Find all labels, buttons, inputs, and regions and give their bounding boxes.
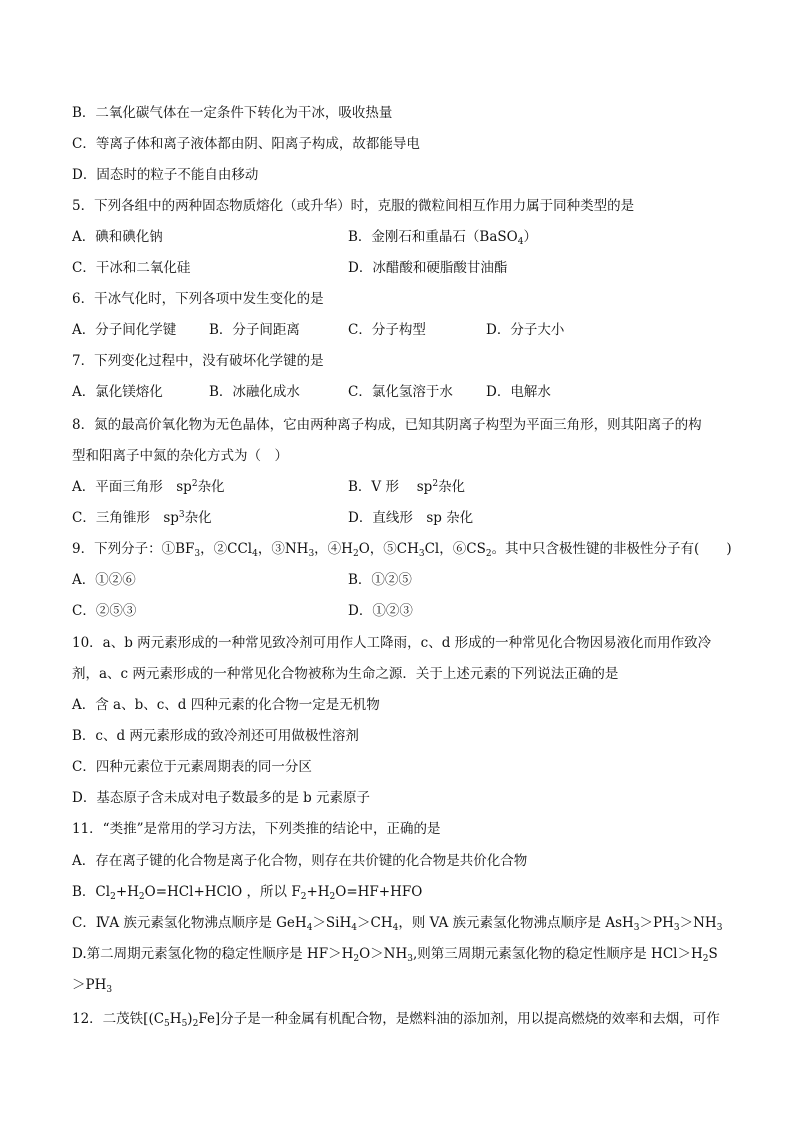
q8-options-row1	[72, 478, 734, 496]
q10-option-c: C．四种元素位于元素周期表的同一分区	[72, 759, 312, 775]
q5-options-row1	[72, 228, 734, 246]
q11-option-b: B．$Cl_2+H_2O=HCl+HClO$ ，所以 $F_2+H_2O=HF+HFO$	[72, 884, 423, 902]
q10-option-a: A．含 a、b、c、d 四种元素的化合物一定是无机物	[72, 697, 380, 713]
q4-option-b: B．二氧化碳气体在一定条件下转化为干冰，吸收热量	[72, 105, 393, 121]
q9-options-row1	[72, 571, 734, 589]
q5-option-a: A．碘和碘化钠	[72, 229, 163, 245]
q10-option-b: B．c、d 两元素形成的致冷剂还可用做极性溶剂	[72, 728, 359, 744]
q5-stem: 5．下列各组中的两种固态物质熔化（或升华）时，克服的微粒间相互作用力属于同种类型的是	[72, 198, 635, 214]
q10-stem-line1: 10．a、b 两元素形成的一种常见致冷剂可用作人工降雨，c、d 形成的一种常见化合物因易液化而用作致冷	[72, 635, 712, 651]
q9-option-c: C．②⑤③	[72, 603, 137, 619]
q9-options-row2	[72, 602, 734, 620]
q10-stem-line2: 剂，a、c 两元素形成的一种常见化合物被称为生命之源．关于上述元素的下列说法正确的是	[72, 666, 619, 682]
q7-option-d: D．电解水	[486, 384, 551, 400]
q6-option-d: D．分子大小	[486, 322, 565, 338]
q5-option-b: B．金刚石和重晶石（BaSO$_4$）	[348, 229, 537, 247]
q10-option-d: D．基态原子含未成对电子数最多的是 b 元素原子	[72, 790, 371, 806]
q7-option-a: A．氯化镁熔化	[72, 384, 163, 400]
q8-option-c: C．三角锥形 $sp^3$杂化	[72, 510, 212, 526]
q4-option-c: C．等离子体和离子液体都由阴、阳离子构成，故都能导电	[72, 136, 420, 152]
q12-stem: 12．二茂铁$[(C_5H_5)_2Fe]$分子是一种金属有机配合物，是燃料油的添加剂，用以提高燃烧的效率和去烟，可作	[72, 1011, 720, 1029]
q6-option-b: B．分子间距离	[209, 322, 300, 338]
q5-option-d: D．冰醋酸和硬脂酸甘油酯	[348, 260, 508, 276]
q11-option-d-line2: $>PH_3$	[72, 977, 113, 995]
q11-option-d-line1: D.第二周期元素氢化物的稳定性顺序是 $HF>H_2O>NH_3$,则第三周期元素氢化物的稳定性顺序是 $HCl>H_2S$	[72, 946, 718, 964]
q9-option-d: D．①②③	[348, 603, 413, 619]
q8-options-row2	[72, 509, 734, 527]
q7-option-b: B．冰融化成水	[209, 384, 300, 400]
q6-option-a: A．分子间化学键	[72, 322, 177, 338]
q8-option-b: B．V 形 $sp^2$杂化	[348, 479, 466, 495]
q7-stem: 7．下列变化过程中，没有破坏化学键的是	[72, 353, 324, 369]
q5-option-c: C．干冰和二氧化硅	[72, 260, 191, 276]
q8-option-d: D．直线形 sp 杂化	[348, 510, 474, 526]
q6-stem: 6．干冰气化时，下列各项中发生变化的是	[72, 291, 324, 307]
q9-option-a: A．①②⑥	[72, 572, 136, 588]
q8-stem-line1: 8．氮的最高价氧化物为无色晶体，它由两种离子构成，已知其阴离子构型为平面三角形，则其阳离子的构	[72, 417, 702, 433]
q6-options	[72, 321, 734, 339]
q9-option-b: B．①②⑤	[348, 572, 412, 588]
q9-stem: 9．下列分子：$①BF_3$，②CCl$_4$，$③NH_3$，$④H_2O$，$⑤CH_3Cl$，$⑥CS_2$。其中只含极性键的非极性分子有( )	[72, 541, 732, 559]
q4-option-d: D．固态时的粒子不能自由移动	[72, 167, 259, 183]
q6-option-c: C．分子构型	[348, 322, 426, 338]
q11-option-c: C．ⅣA 族元素氢化物沸点顺序是 $GeH_4>SiH_4>CH_4$，则 VA 族元素氢化物沸点顺序是 $AsH_3>PH_3>NH_3$	[72, 915, 723, 933]
q7-options	[72, 383, 734, 401]
q11-option-a: A．存在离子键的化合物是离子化合物，则存在共价键的化合物是共价化合物	[72, 853, 528, 869]
q7-option-c: C．氯化氢溶于水	[348, 384, 453, 400]
q5-options-row2	[72, 259, 734, 277]
q8-option-a: A．平面三角形 $sp^2$杂化	[72, 479, 225, 495]
q8-stem-line2: 型和阳离子中氮的杂化方式为（ ）	[72, 448, 288, 464]
q11-stem: 11．“类推”是常用的学习方法，下列类推的结论中，正确的是	[72, 821, 441, 837]
